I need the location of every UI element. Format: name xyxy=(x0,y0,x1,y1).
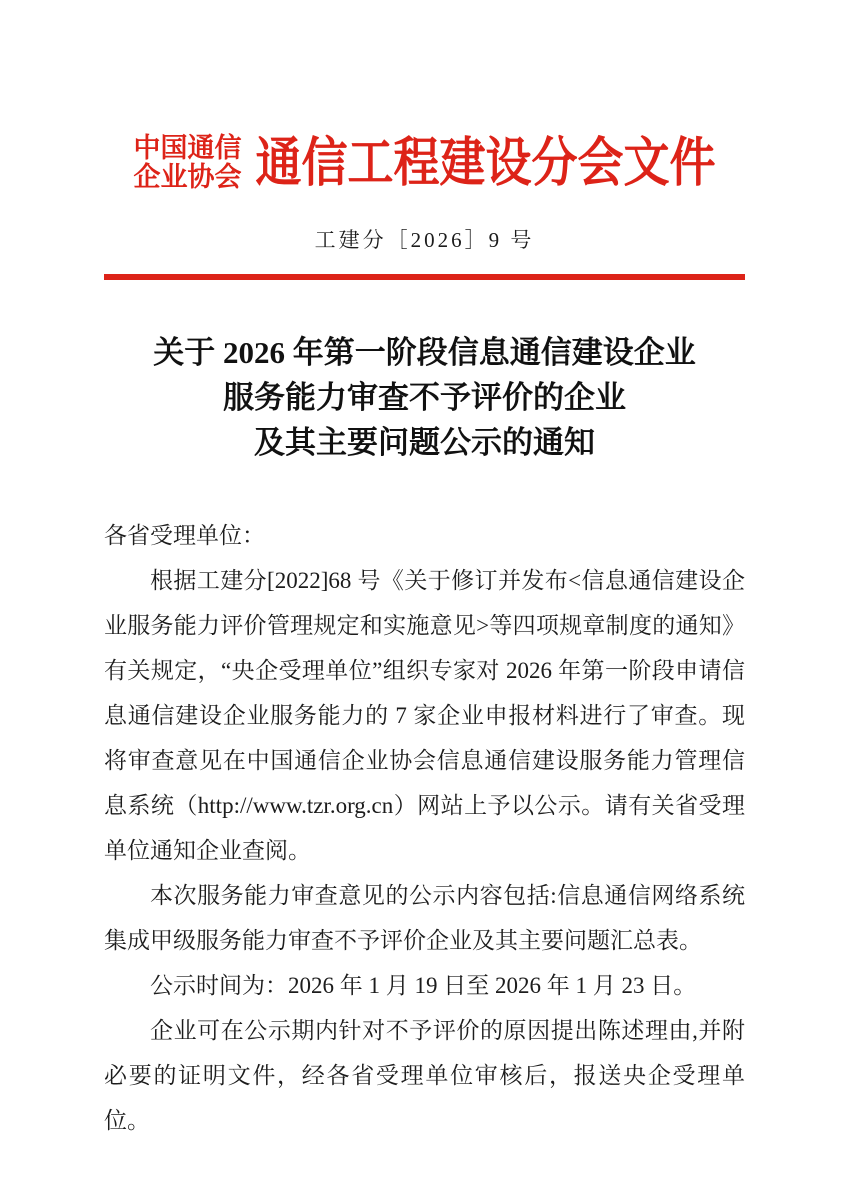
notice-title xyxy=(104,330,745,465)
document-number: 工建分［2026］9 号 xyxy=(314,228,535,252)
notice-title-line-1: 关于 2026 年第一阶段信息通信建设企业 xyxy=(153,335,696,370)
org-name xyxy=(134,134,242,192)
salutation: 各省受理单位： xyxy=(104,523,265,548)
org-name-line2: 企业协会 xyxy=(133,162,242,192)
paragraph-basis: 根据工建分[2022]68 号《关于修订并发布<信息通信建设企业服务能力评价管理规定和实施意见>等四项规章制度的通知》有关规定，“央企受理单位”组织专家对 2026 年第一阶段申请信息通信建设企业服务能力的 7 家企业申报材料进行了审查。现将审查意见在中国通信企业协会信息通信建设服务能力管理信息系统（http://www.tzr.org.cn）网站上予以公示。请有关省受理单位通知企业查阅。 xyxy=(104,568,745,863)
paragraph-appeal-procedure: 企业可在公示期内针对不予评价的原因提出陈述理由,并附必要的证明文件，经各省受理单位审核后，报送央企受理单位。 xyxy=(104,1018,745,1133)
red-divider-rule xyxy=(104,274,745,280)
paragraph-content-scope: 本次服务能力审查意见的公示内容包括:信息通信网络系统集成甲级服务能力审查不予评价企业及其主要问题汇总表。 xyxy=(104,883,745,953)
letterhead-banner-title: 通信工程建设分会文件 xyxy=(255,133,716,192)
notice-body xyxy=(104,513,745,1143)
notice-title-line-3: 及其主要问题公示的通知 xyxy=(254,425,595,460)
org-name-line1: 中国通信 xyxy=(133,133,242,163)
letterhead xyxy=(104,134,745,192)
paragraph-publicity-period: 公示时间为：2026 年 1 月 19 日至 2026 年 1 月 23 日。 xyxy=(150,973,697,998)
notice-title-line-2: 服务能力审查不予评价的企业 xyxy=(223,380,626,415)
